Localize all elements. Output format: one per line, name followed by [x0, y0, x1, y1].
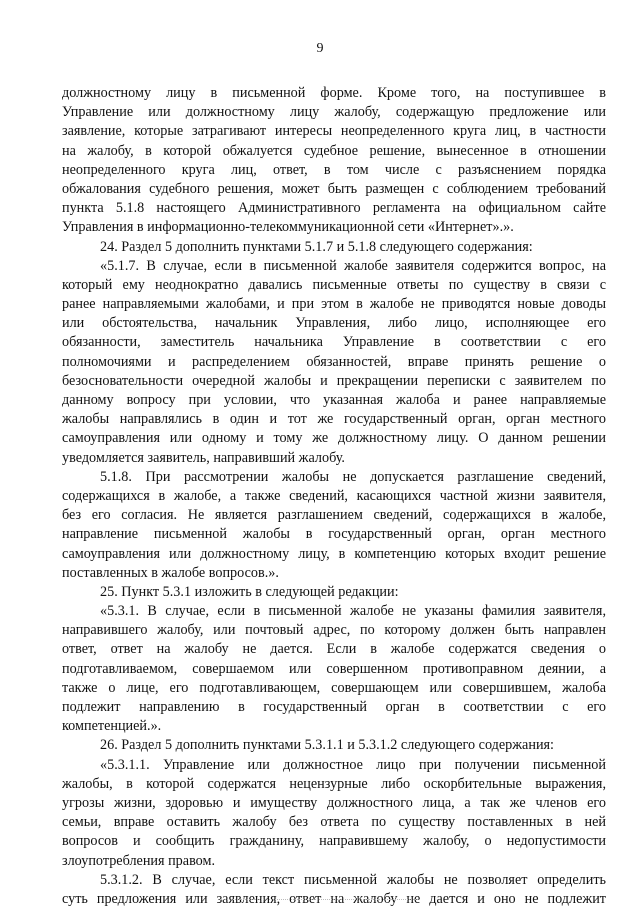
text-line: Управления в информационно-телекоммуникационной сети «Интернет».».	[62, 219, 514, 236]
text-line: семьи, вправе оставить жалобу без ответа по существу поставленных в ней	[62, 814, 606, 831]
text-line: «5.1.7. В случае, если в письменной жалобе заявителя содержится вопрос, на	[100, 257, 606, 274]
text-line: обжалования судебного решения, может быть размещен с соблюдением требований	[62, 180, 606, 197]
text-line: злоупотребления правом.	[62, 852, 216, 869]
bottom-scan-edge	[220, 899, 420, 901]
text-line: или обстоятельства, начальник Управления, либо лицо, исполняющее его	[62, 315, 606, 332]
text-line: «5.3.1.1. Управление или должностное лицо при получении письменной	[100, 756, 606, 773]
text-line: суть предложения или заявления, ответ на жалобу не дается и оно не подлежит	[62, 890, 606, 907]
text-line: данному вопросу при условии, что указанная жалоба и ранее направляемые	[62, 392, 606, 408]
text-line: ответ, ответ на жалобу не дается. Если в жалобе содержатся сведения о	[62, 641, 606, 658]
text-line: на жалобу, в которой обжалуется судебное решение, вынесенное в отношении	[62, 142, 606, 159]
text-line: неопределенного круга лиц, ответ, в том числе с разъяснением порядка	[62, 161, 606, 178]
text-line: должностному лицу в письменной форме. Кроме того, на поступившее в	[62, 85, 606, 101]
text-line: ранее направляемыми жалобами, и при этом в жалобе не приводятся новые доводы	[62, 296, 606, 313]
text-line: направившего жалобу, или почтовый адрес, по которому должен быть направлен	[62, 622, 606, 639]
text-line: 26. Раздел 5 дополнить пунктами 5.3.1.1 и 5.3.1.2 следующего содержания:	[100, 737, 554, 754]
text-line: самоуправления или одному и тому же должностному лицу. О данном решении	[62, 430, 606, 447]
text-line: который ему неоднократно давались письменные ответы по существу в связи с	[62, 276, 606, 293]
text-line: заявление, которые затрагивают интересы неопределенного круга лиц, в частности	[62, 123, 606, 140]
text-line: уведомляется заявитель, направивший жалобу.	[62, 449, 345, 466]
text-line: жалобы направлялись в один и тот же государственный орган, орган местного	[62, 411, 606, 428]
text-line: компетенцией.».	[62, 718, 162, 735]
text-line: без его согласия. Не является разглашением сведений, содержащихся в жалобе,	[62, 507, 606, 524]
text-line: направление письменной жалобы в государственный орган, орган местного	[62, 526, 606, 543]
page-number: 9	[316, 41, 324, 56]
text-line: пункта 5.1.8 настоящего Административного регламента на официальном сайте	[62, 200, 606, 217]
text-line: 24. Раздел 5 дополнить пунктами 5.1.7 и 5.1.8 следующего содержания:	[100, 238, 533, 255]
text-line: полномочиями и распределением обязанностей, вправе принять решение о	[62, 353, 606, 370]
text-line: 25. Пункт 5.3.1 изложить в следующей редакции:	[100, 583, 399, 600]
text-line: угрозы жизни, здоровью и имуществу должностного лица, а так же членов его	[62, 794, 606, 811]
text-line: подготавливаемом, совершаемом или совершенном противоправном деянии, а	[62, 660, 606, 677]
text-line: «5.3.1. В случае, если в письменной жалобе не указаны фамилия заявителя,	[100, 603, 606, 620]
document-body	[62, 84, 606, 909]
text-line: обязанности, заместитель начальника Управление в соответствии с его	[62, 334, 606, 351]
text-line: вопросов и сообщить гражданину, направившему жалобу, о недопустимости	[62, 833, 606, 850]
text-line: поставленных в жалобе вопросов.».	[62, 564, 279, 581]
text-line: самоуправления или должностному лицу, в компетенцию которых входит решение	[62, 545, 606, 562]
text-line: подлежит направлению в государственный орган в соответствии с его	[62, 699, 606, 715]
text-line: Управление или должностному лицу жалобу, содержащую предложение или	[62, 104, 606, 121]
text-line: безосновательности очередной жалобы и прекращении переписки с заявителем по	[62, 372, 606, 389]
text-line: также о лице, его подготавливающем, совершающем или совершившем, жалоба	[62, 679, 606, 696]
text-line: содержащихся в жалобе, а также сведений, касающихся частной жизни заявителя,	[62, 487, 606, 504]
text-line: жалобы, в которой содержатся нецензурные либо оскорбительные выражения,	[62, 775, 606, 792]
text-line: 5.3.1.2. В случае, если текст письменной жалобы не позволяет определить	[100, 871, 606, 888]
text-line: 5.1.8. При рассмотрении жалобы не допускается разглашение сведений,	[100, 468, 606, 485]
